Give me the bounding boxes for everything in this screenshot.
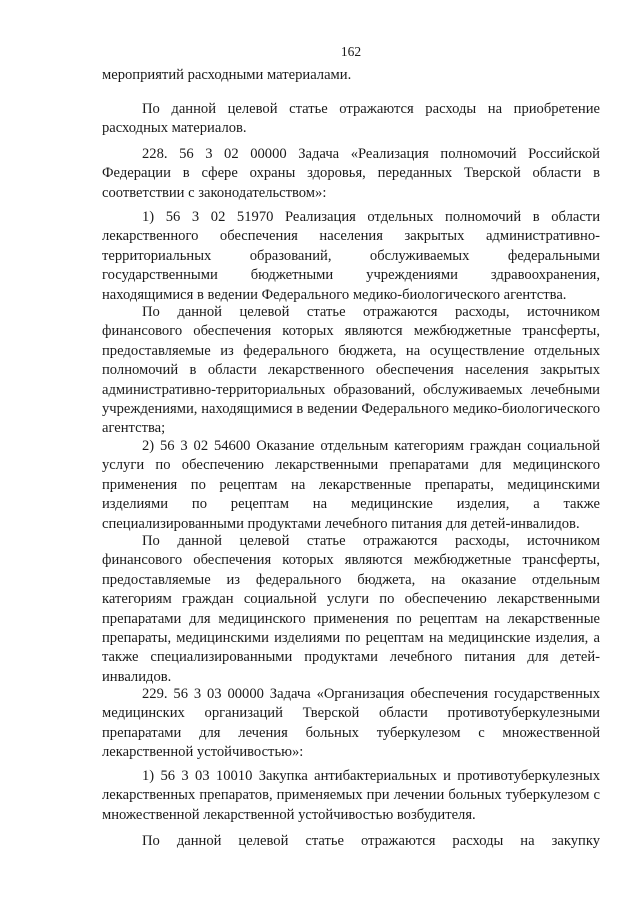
paragraph-6: 2) 56 3 02 54600 Оказание отдельным категориям граждан социальной услуги по обеспечению лекарственными препаратами для медицинского применения по рецептам на лекарственные препараты, медицинскими изделиями по рецептам на медицинские изделия, а также специализированными продуктами лечебного питания для детей-инвалидов. xyxy=(102,438,600,532)
paragraph-8: 229. 56 3 03 00000 Задача «Организация обеспечения государственных медицинских организаций Тверской области противотуберкулезными препаратами для лечения больных туберкулезом с множественной лекарственной устойчивостью»: xyxy=(102,686,600,761)
paragraph-5: По данной целевой статье отражаются расходы, источником финансового обеспечения которых являются межбюджетные трансферты, предоставляемые из федерального бюджета, на осуществление отдельных полномочий в области лекарственного обеспечения населения закрытых административно-территориальных образований, обслуживаемых лечебными учреждениями, находящимися в ведении Федерального медико-биологического агентства; xyxy=(102,304,600,437)
paragraph-1: мероприятий расходными материалами. xyxy=(102,67,352,83)
paragraph-10: По данной целевой статье отражаются расходы на закупку xyxy=(142,833,600,849)
paragraph-7: По данной целевой статье отражаются расходы, источником финансового обеспечения которых являются межбюджетные трансферты, предоставляемые из федерального бюджета, на оказание отдельным категориям граждан социальной услуги по обеспечению лекарственными препаратами для медицинского применения по рецептам на лекарственные препараты, медицинскими изделиями по рецептам на медицинские изделия, а также специализированными продуктами лечебного питания для детей-инвалидов. xyxy=(102,533,600,685)
paragraph-4: 1) 56 3 02 51970 Реализация отдельных полномочий в области лекарственного обеспечения населения закрытых административно-территориальных образований, обслуживаемых федеральными государственными бюджетными учреждениями здравоохранения, находящимися в ведении Федерального медико-биологического агентства. xyxy=(102,209,600,303)
paragraph-9: 1) 56 3 03 10010 Закупка антибактериальных и противотуберкулезных лекарственных препаратов, применяемых при лечении больных туберкулезом с множественной лекарственной устойчивостью возбудителя. xyxy=(102,768,600,823)
paragraph-2: По данной целевой статье отражаются расходы на приобретение расходных материалов. xyxy=(102,101,600,137)
paragraph-3: 228. 56 3 02 00000 Задача «Реализация полномочий Российской Федерации в сфере охраны здоровья, переданных Тверской области в соответствии с законодательством»: xyxy=(102,146,600,201)
page-number: 162 xyxy=(340,44,362,59)
